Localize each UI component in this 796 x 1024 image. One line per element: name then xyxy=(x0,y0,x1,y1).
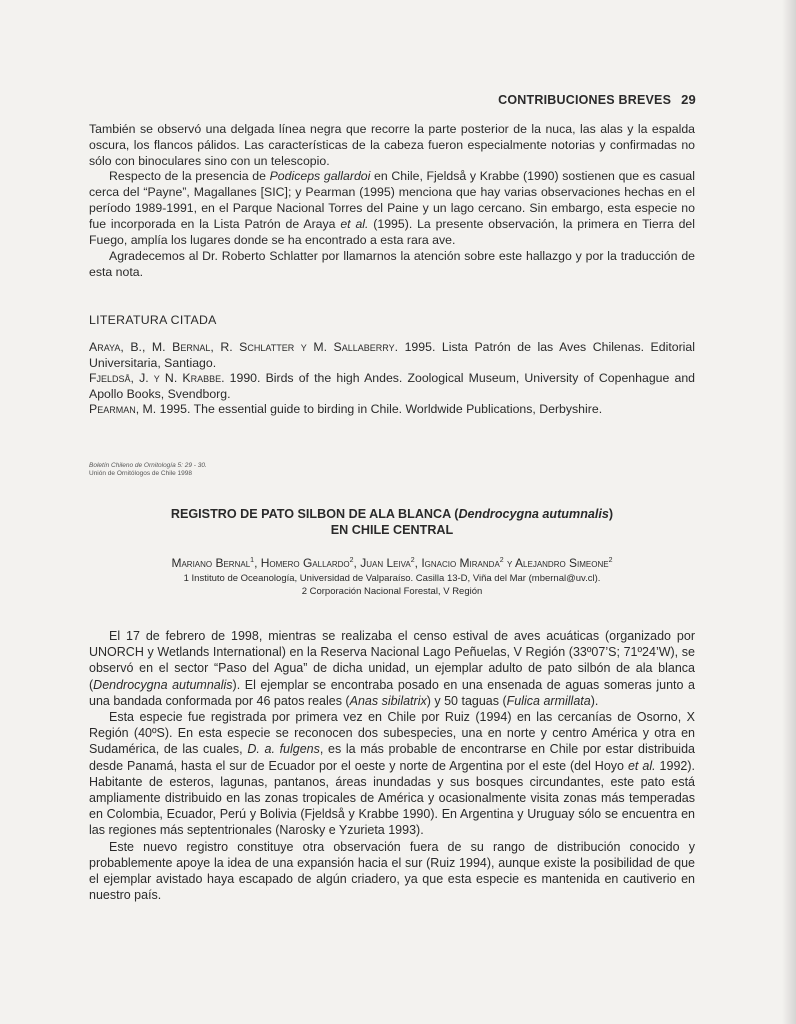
paragraph: Respecto de la presencia de Podiceps gallardoi en Chile, Fjeldså y Krabbe (1990) sostienen que es casual cerca del “Payne”, Magallanes [SIC]; y Pearman (1995) menciona que hay varias observaciones hechas en el período 1989-1991, en el Parque Nacional Torres del Paine y un lago cercano. Sin embargo, esta especie no fue incorporada en la Lista Patrón de Araya et al. (1995). La presente observación, la primera en Tierra del Fuego, amplía los lugares donde se ha encontrado a esta rara ave. xyxy=(89,169,695,247)
reference-list xyxy=(89,340,695,418)
author-block xyxy=(89,554,695,598)
previous-article-text xyxy=(89,122,695,281)
species-name: Anas sibilatrix xyxy=(349,693,427,708)
et-al: et al. xyxy=(627,758,656,773)
species-name: Fulica armillata xyxy=(506,693,591,708)
species-name: Dendrocygna autumnalis xyxy=(93,677,233,692)
paragraph: También se observó una delgada línea negra que recorre la parte posterior de la nuca, las alas y la espalda oscura, los flancos pálidos. Las características de la cabeza fueron especialmente notorias y confirmadas no sólo con binoculares sino con un telescopio. xyxy=(89,122,695,168)
literature-title: LITERATURA CITADA xyxy=(89,313,217,327)
affiliation: 1 Instituto de Oceanología, Universidad de Valparaíso. Casilla 13-D, Viña del Mar (mbernal@uv.cl). xyxy=(183,573,601,584)
running-header xyxy=(0,92,696,107)
reference-item: Fjeldså, J. y N. Krabbe. 1990. Birds of the high Andes. Zoological Museum, University of Copenhague and Apollo Books, Svendborg. xyxy=(89,371,695,401)
paragraph: Agradecemos al Dr. Roberto Schlatter por llamarnos la atención sobre este hallazgo y por la traducción de esta nota. xyxy=(89,249,695,280)
page-edge-shadow xyxy=(782,0,796,1024)
reference-authors: Fjeldså, J. y N. Krabbe xyxy=(89,371,222,386)
species-name: Podiceps gallardoi xyxy=(269,169,371,184)
section-title: CONTRIBUCIONES BREVES xyxy=(498,93,672,107)
article-body xyxy=(89,628,695,903)
reference-authors: Araya, B., M. Bernal, R. Schlatter y M. Sallaberry xyxy=(89,340,395,354)
literature-section xyxy=(89,313,695,327)
source-line: Unión de Ornitólogos de Chile 1998 xyxy=(89,470,192,477)
article-title-line2: EN CHILE CENTRAL xyxy=(330,523,454,537)
species-name: D. a. fulgens xyxy=(247,742,320,757)
article-title: REGISTRO DE PATO SILBON DE ALA BLANCA (Dendrocygna autumnalis) EN CHILE CENTRAL xyxy=(89,506,695,538)
source-citation xyxy=(89,462,207,478)
affiliation: 2 Corporación Nacional Forestal, V Región xyxy=(301,585,483,597)
reference-item: Araya, B., M. Bernal, R. Schlatter y M. Sallaberry. 1995. Lista Patrón de las Aves Chilenas. Editorial Universitaria, Santiago. xyxy=(89,340,695,370)
et-al: et al. xyxy=(340,216,369,231)
reference-authors: Pearman xyxy=(89,402,136,417)
source-line: Boletín Chileno de Ornitología 5: 29 - 30. xyxy=(89,462,207,469)
paragraph: Esta especie fue registrada por primera vez en Chile por Ruiz (1994) en las cercanías de Osorno, X Región (40ºS). En esta especie se reconocen dos subespecies, una en norte y centro América y otra en Sudamérica, de las cuales, D. a. fulgens, es la más probable de encontrarse en Chile por estar distribuida desde Panamá, hasta el sur de Ecuador por el oeste y norte de Argentina por el este (del Hoyo et al. 1992). Habitante de esteros, lagunas, pantanos, áreas inundadas y sus bosques circundantes, este pato está ampliamente distribuido en las zonas tropicales de América y ocasionalmente visita zonas más temperadas en Colombia, Ecuador, Perú y Bolivia (Fjeldså y Krabbe 1990). En Argentina y Uruguay sólo se encuentra en las regiones más septentrionales (Narosky e Yzurieta 1993). xyxy=(89,710,695,838)
paragraph: El 17 de febrero de 1998, mientras se realizaba el censo estival de aves acuáticas (organizado por UNORCH y Wetlands International) en la Reserva Nacional Lago Peñuelas, V Región (33º07’S; 71º24’W), se observó en el sector “Paso del Agua” de dicha unidad, un ejemplar adulto de pato silbón de ala blanca (Dendrocygna autumnalis). El ejemplar se encontraba posado en una ensenada de aguas someras junto a una bandada conformada por 46 patos reales (Anas sibilatrix) y 50 taguas (Fulica armillata). xyxy=(89,629,695,708)
reference-item: Pearman, M. 1995. The essential guide to birding in Chile. Worldwide Publications, Derbyshire. xyxy=(89,402,603,417)
paragraph: Este nuevo registro constituye otra observación fuera de su rango de distribución conocido y probablemente apoye la idea de una expansión hacia el sur (Ruiz 1994), aunque existe la posibilidad de que el ejemplar avistado haya escapado de algún criadero, ya que esta especie es mantenida en cautiverio en nuestro país. xyxy=(89,839,695,903)
author-names: Mariano Bernal$^1$, Homero Gallardo$^2$, Juan Leiva$^2$, Ignacio Miranda$^2$ y Alejandro Simeone$^2$ xyxy=(171,556,613,570)
page-number: 29 xyxy=(681,92,696,107)
species-name: Dendrocygna autumnalis xyxy=(458,507,609,521)
